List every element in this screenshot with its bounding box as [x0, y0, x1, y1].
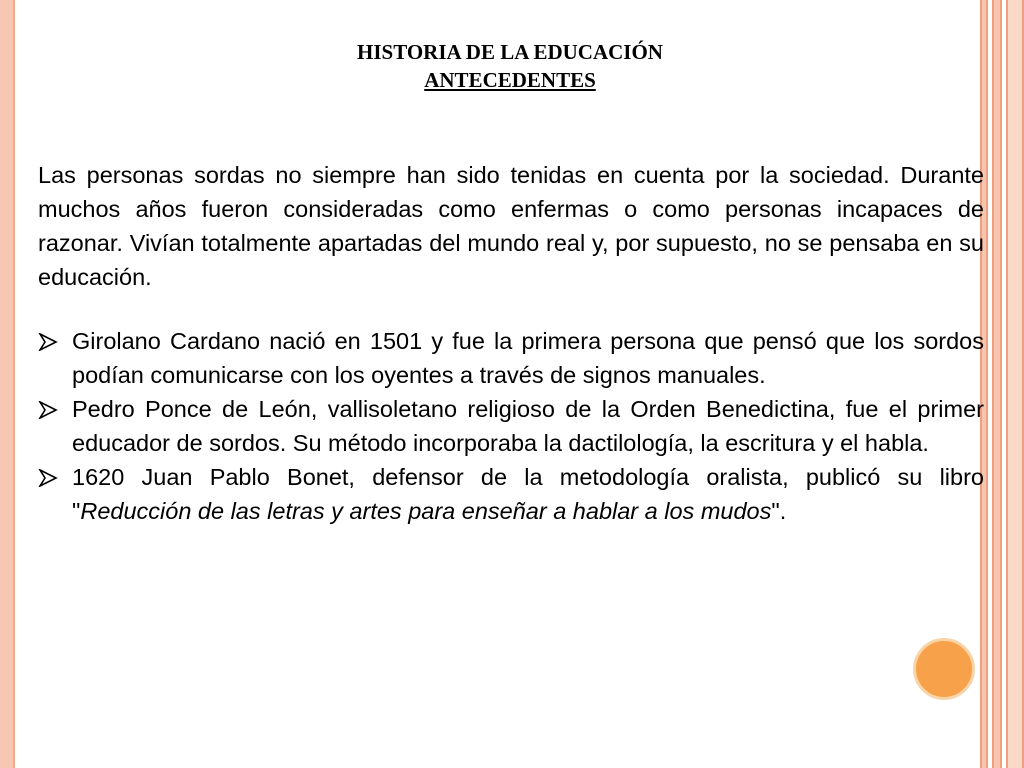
bullet-text: Pedro Ponce de León, vallisoletano religioso de la Orden Benedictina, fue el primer educador de sordos. Su método incorporaba la dactilología, la escritura y el habla. [72, 396, 984, 456]
bullet-list [38, 324, 984, 528]
right-border-decoration [980, 0, 1024, 768]
list-item [38, 324, 984, 392]
arrow-bullet-icon [38, 469, 58, 487]
right-border-bar [992, 0, 1002, 768]
arrow-bullet-icon [38, 401, 58, 419]
list-item [38, 460, 984, 528]
bullet-text: Girolano Cardano nació en 1501 y fue la primera persona que pensó que los sordos podían comunicarse con los oyentes a través de signos manuales. [72, 328, 984, 388]
decorative-circle [913, 638, 975, 700]
bullet-text-before: 1620 Juan Pablo Bonet, defensor de la metodología oralista, publicó su libro " [72, 464, 984, 524]
bullet-text-after: ". [771, 498, 787, 524]
slide-title-block [260, 38, 760, 94]
intro-paragraph: Las personas sordas no siempre han sido tenidas en cuenta por la sociedad. Durante muchos años fueron consideradas como enfermas o como personas incapaces de razonar. Vivían totalmente apartadas del mundo real y, por supuesto, no se pensaba en su educación. [38, 162, 984, 290]
right-border-bar [1006, 0, 1024, 768]
slide-subtitle: ANTECEDENTES [424, 68, 596, 92]
list-item [38, 392, 984, 460]
arrow-bullet-icon [38, 333, 58, 351]
slide-body [38, 158, 984, 528]
left-border-decoration [0, 0, 14, 768]
book-title: Reducción de las letras y artes para enseñar a hablar a los mudos [80, 498, 772, 524]
slide-title: HISTORIA DE LA EDUCACIÓN [357, 40, 663, 64]
